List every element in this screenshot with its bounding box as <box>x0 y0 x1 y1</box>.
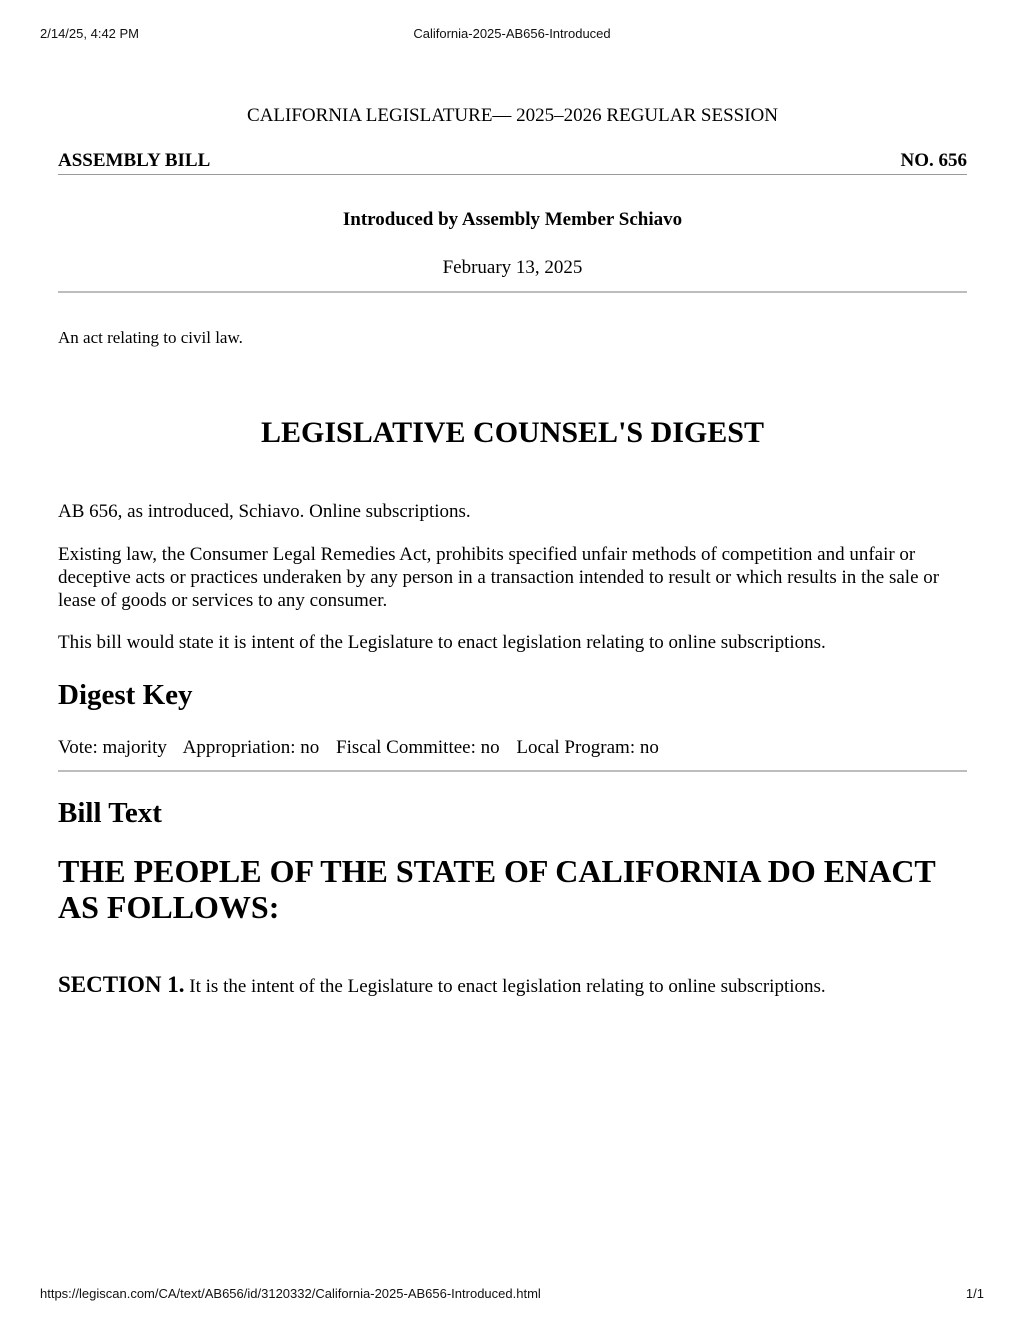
digest-summary: AB 656, as introduced, Schiavo. Online subscriptions. <box>58 501 471 522</box>
print-url: https://legiscan.com/CA/text/AB656/id/3120332/California-2025-AB656-Introduced.html <box>40 1286 541 1301</box>
digest-title: LEGISLATIVE COUNSEL'S DIGEST <box>261 416 764 449</box>
print-footer <box>0 1286 1024 1302</box>
introduced-date: February 13, 2025 <box>442 257 583 278</box>
vote-value: Vote: majority <box>58 737 167 758</box>
act-description: An act relating to civil law. <box>58 328 243 347</box>
bill-number: NO. 656 <box>900 150 967 171</box>
divider <box>58 291 967 293</box>
digest-existing-law: Existing law, the Consumer Legal Remedies Act, prohibits specified unfair methods of competition and unfair or deceptive acts or practices underaken by any person in a transaction intended to result or which results in the sale or lease of goods or services to any consumer. <box>58 544 940 611</box>
bill-identifier-row <box>58 150 967 175</box>
digest-key-values <box>58 737 671 759</box>
section-label: SECTION 1. <box>58 972 185 997</box>
appropriation-value: Appropriation: no <box>182 737 320 758</box>
bill-text-heading: Bill Text <box>58 797 162 829</box>
session-heading: CALIFORNIA LEGISLATURE— 2025–2026 REGULAR SESSION <box>247 105 778 126</box>
enacting-clause: THE PEOPLE OF THE STATE OF CALIFORNIA DO ENACT AS FOLLOWS: <box>58 853 936 925</box>
digest-intent: This bill would state it is intent of the Legislature to enact legislation relating to online subscriptions. <box>58 632 826 653</box>
print-page-number: 1/1 <box>965 1286 984 1301</box>
fiscal-committee-value: Fiscal Committee: no <box>336 737 500 758</box>
print-header <box>0 26 1024 42</box>
print-title: California-2025-AB656-Introduced <box>413 26 611 41</box>
local-program-value: Local Program: no <box>516 737 659 758</box>
bill-type: ASSEMBLY BILL <box>58 150 211 171</box>
digest-key-heading: Digest Key <box>58 679 193 711</box>
print-datetime: 2/14/25, 4:42 PM <box>40 26 140 41</box>
section-text: It is the intent of the Legislature to enact legislation relating to online subscriptions. <box>189 976 826 997</box>
introducer: Introduced by Assembly Member Schiavo <box>342 209 683 230</box>
divider <box>58 770 967 772</box>
section-1 <box>58 972 967 998</box>
